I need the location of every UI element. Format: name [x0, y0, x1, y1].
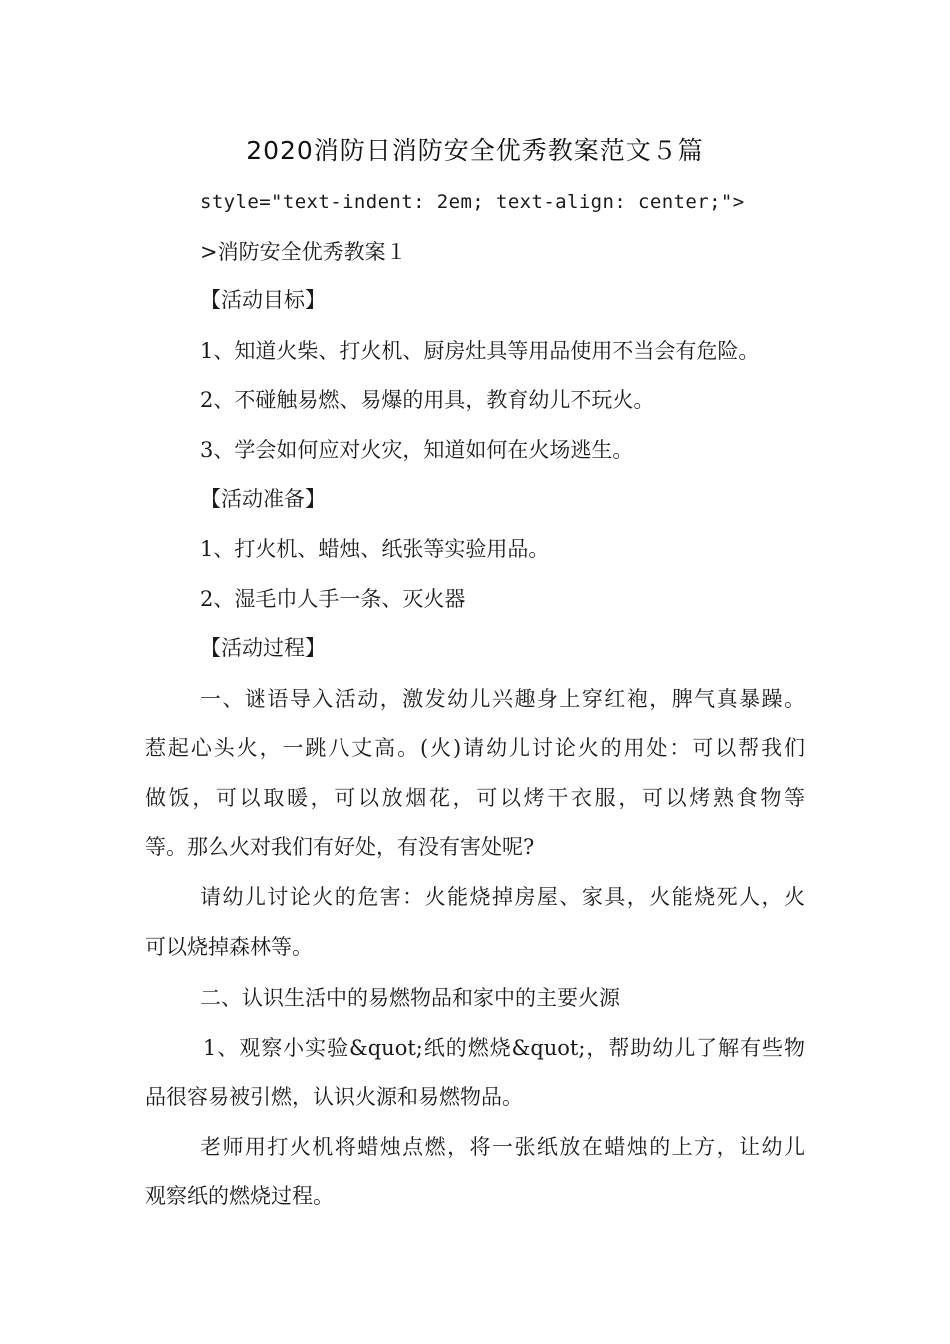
section-heading-preparation: 【活动准备】: [200, 487, 326, 511]
section-heading-goals: 【活动目标】: [200, 288, 326, 312]
goal-item-2: 2、不碰触易燃、易爆的用具，教育幼儿不玩火。: [200, 388, 655, 412]
subsection-heading: 二、认识生活中的易燃物品和家中的主要火源: [200, 986, 620, 1010]
paragraph-line: 一、谜语导入活动，激发幼儿兴趣身上穿红袍，脾气真暴躁。: [200, 687, 805, 711]
paragraph-line: 1、观察小实验&quot;纸的燃烧&quot;，帮助幼儿了解有些物: [203, 1036, 805, 1060]
goal-item-1: 1、知道火柴、打火机、厨房灶具等用品使用不当会有危险。: [200, 339, 760, 363]
section-heading-process: 【活动过程】: [200, 636, 326, 660]
paragraph-line: 等。那么火对我们有好处，有没有害处呢?: [145, 835, 535, 859]
document-title: 2020消防日消防安全优秀教案范文５篇: [246, 136, 704, 165]
preparation-item-1: 1、打火机、蜡烛、纸张等实验用品。: [200, 537, 550, 561]
paragraph-line: 可以烧掉森林等。: [145, 935, 313, 959]
paragraph-line: 品很容易被引燃，认识火源和易燃物品。: [145, 1085, 523, 1109]
paragraph-line: 做饭，可以取暖，可以放烟花，可以烤干衣服，可以烤熟食物等: [145, 786, 805, 810]
paragraph-line: 惹起心头火，一跳八丈高。(火)请幼儿讨论火的用处：可以帮我们: [145, 736, 805, 760]
paragraph-line: 请幼儿讨论火的危害：火能烧掉房屋、家具，火能烧死人，火: [200, 885, 805, 909]
lesson-heading: >消防安全优秀教案１: [200, 240, 407, 264]
paragraph-line: 老师用打火机将蜡烛点燃，将一张纸放在蜡烛的上方，让幼儿: [200, 1135, 805, 1159]
goal-item-3: 3、学会如何应对火灾，知道如何在火场逃生。: [200, 438, 634, 462]
paragraph-line: 观察纸的燃烧过程。: [145, 1184, 334, 1208]
preparation-item-2: 2、湿毛巾人手一条、灭火器: [200, 587, 466, 611]
stray-style-attribute-text: style="text-indent: 2em; text-align: center;">: [200, 191, 745, 213]
